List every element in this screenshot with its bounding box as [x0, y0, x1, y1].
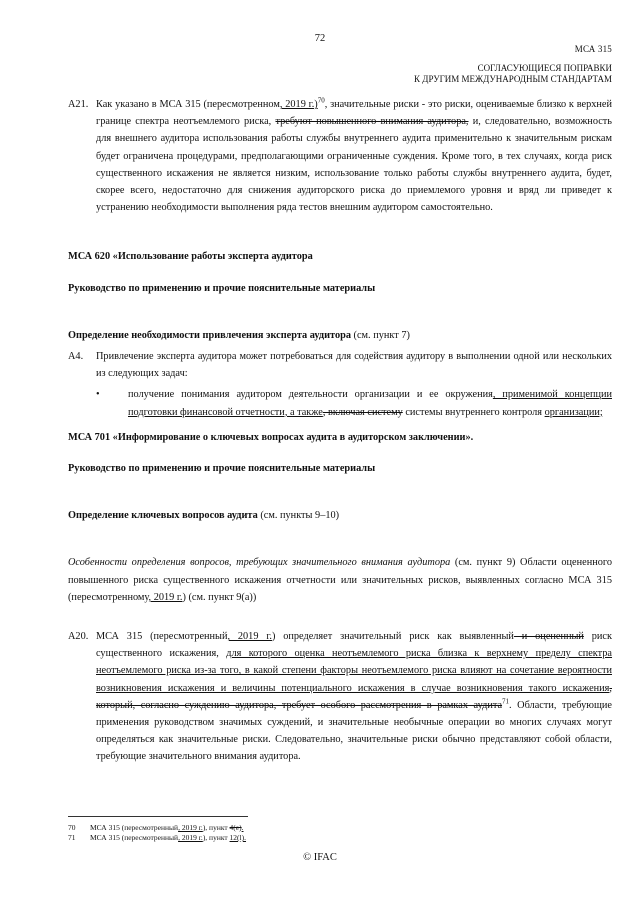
bullet-item [96, 386, 612, 420]
text-run: получение понимания аудитором деятельности организации и ее окружения [128, 389, 493, 401]
subheading-ref: (см. пункт 7) [350, 329, 410, 341]
section-heading-isa620: МСА 620 «Использование работы эксперта аудитора [68, 251, 313, 263]
text-run: Как указано в МСА 315 (пересмотренном [96, 99, 280, 110]
inserted-text: , 2019 г. [148, 591, 183, 603]
bullet-symbol: • [96, 389, 100, 401]
deleted-text: , включая систему [322, 406, 403, 418]
footnote-text [90, 833, 246, 842]
text-run: системы внутреннего контроля [402, 406, 545, 418]
footnote-ref: 70 [317, 96, 325, 105]
text-run: и, следовательно, возможность для внешнего аудитора использования работы службы внутреннего аудита применительно к значительным рискам будет ограничена процедурами, предполагающими ограниченные суждения. Кроме того, в тех случаях, когда риск существенного искажения не является низким, использование только работы службы внутреннего аудита, будет, скорее всего, недостаточно для снижения аудиторского риска до приемлемого уровня и вряд ли приведет к устранению необходимости выполнения ряда тестов внешним аудитором самостоятельно. [96, 116, 612, 214]
footnote-number: 71 [68, 833, 76, 842]
subheading [68, 507, 612, 524]
deleted-text: 4(e) [229, 823, 242, 832]
header-title-line1: СОГЛАСУЮЩИЕСЯ ПОПРАВКИ [477, 63, 612, 73]
document-body [68, 96, 612, 766]
bullet-text [128, 386, 612, 420]
footnote-70 [68, 823, 244, 832]
paragraph-a21 [68, 96, 612, 216]
page-number: 72 [314, 33, 326, 44]
deleted-text: требуют повышенного внимания аудитора, [275, 116, 469, 128]
inserted-text: организации; [544, 406, 603, 418]
inserted-text: , 2019 г. [178, 833, 203, 842]
text-run: риск существенного искажения, [96, 631, 613, 660]
text-run: ), пункт [202, 823, 230, 832]
text-run: ) определяет значительный риск как выявленный [271, 631, 514, 643]
guidance-heading: Руководство по применению и прочие пояснительные материалы [68, 463, 376, 475]
deleted-text: , который, согласно суждению аудитора, требует особого рассмотрения в рамках аудита [96, 682, 612, 711]
header-standard: МСА 315 [574, 44, 612, 54]
paragraph-number: A20. [68, 631, 89, 643]
header-title-line2: К ДРУГИМ МЕЖДУНАРОДНЫМ СТАНДАРТАМ [414, 74, 612, 84]
paragraph-number: A4. [68, 351, 84, 363]
paragraph-areas [68, 554, 612, 606]
subheading [68, 327, 612, 344]
inserted-text: для которого оценка неотъемлемого риска близка к верхнему пределу спектра неотъемлемого риска из-за того, в какой степени факторы неотъемлемого риска влияют на сочетание вероятности возникновения искажения и величины потенциального искажения в случае возникновения такого искажения [96, 648, 613, 694]
inserted-text: , 2019 г.) [279, 99, 318, 110]
footnote-separator [68, 816, 248, 817]
text-run: ), пункт [202, 833, 230, 842]
footnote-text [90, 823, 244, 832]
inserted-text: 12(l). [229, 833, 247, 842]
italic-text: Особенности определения вопросов, требующих значительного внимания аудитора [68, 557, 451, 569]
inserted-text: . [241, 823, 244, 832]
subheading-text: Определение ключевых вопросов аудита [68, 510, 258, 522]
header-title [252, 63, 612, 85]
guidance-heading: Руководство по применению и прочие пояснительные материалы [68, 282, 376, 294]
paragraph-a4 [68, 348, 612, 382]
inserted-text: , 2019 г. [227, 631, 272, 643]
text-run: МСА 315 (пересмотренный [96, 631, 228, 643]
footnote-71 [68, 833, 246, 842]
text-run: (см. пункт 9) Области оцененного повышенного риска существенного искажения отчетности или значительных рисков, выявленных согласно МСА 315 (пересмотренному [68, 557, 612, 603]
footer-copyright: © IFAC [303, 852, 337, 863]
deleted-text: и оцененный [513, 631, 584, 643]
text-run: ) (см. пункт 9(a)) [182, 591, 257, 603]
paragraph-text: Привлечение эксперта аудитора может потребоваться для содействия аудитору в выполнении одной или нескольких из следующих задач: [96, 351, 612, 380]
paragraph-text [96, 96, 612, 216]
text-run: МСА 315 (пересмотренный [90, 823, 179, 832]
inserted-text: , применимой концепции подготовки финансовой отчетности, а также [128, 389, 612, 418]
paragraph-number: A21. [68, 99, 89, 110]
paragraph-text [96, 628, 612, 766]
text-run: , значительные риски - это риски, оцениваемые близко к верхней границе спектра неотъемлемого риска, [96, 99, 612, 128]
text-run: . Области, требующие применения руководством значимых суждений, и значительные необычные операции во многих случаях могут определяться как значительные риски. Следовательно, значительные риски обычно представляют собой области, требующие значительного внимания аудитора. [96, 699, 612, 763]
inserted-text: , 2019 г. [178, 823, 203, 832]
subheading-ref: (см. пункты 9–10) [257, 510, 340, 522]
section-heading-isa701: МСА 701 «Информирование о ключевых вопросах аудита в аудиторском заключении». [68, 431, 474, 443]
subheading-text: Определение необходимости привлечения эксперта аудитора [68, 329, 351, 341]
paragraph-a20 [68, 628, 612, 766]
text-run: МСА 315 (пересмотренный [90, 833, 179, 842]
footnote-number: 70 [68, 823, 76, 832]
footnote-ref: 71 [502, 697, 510, 706]
